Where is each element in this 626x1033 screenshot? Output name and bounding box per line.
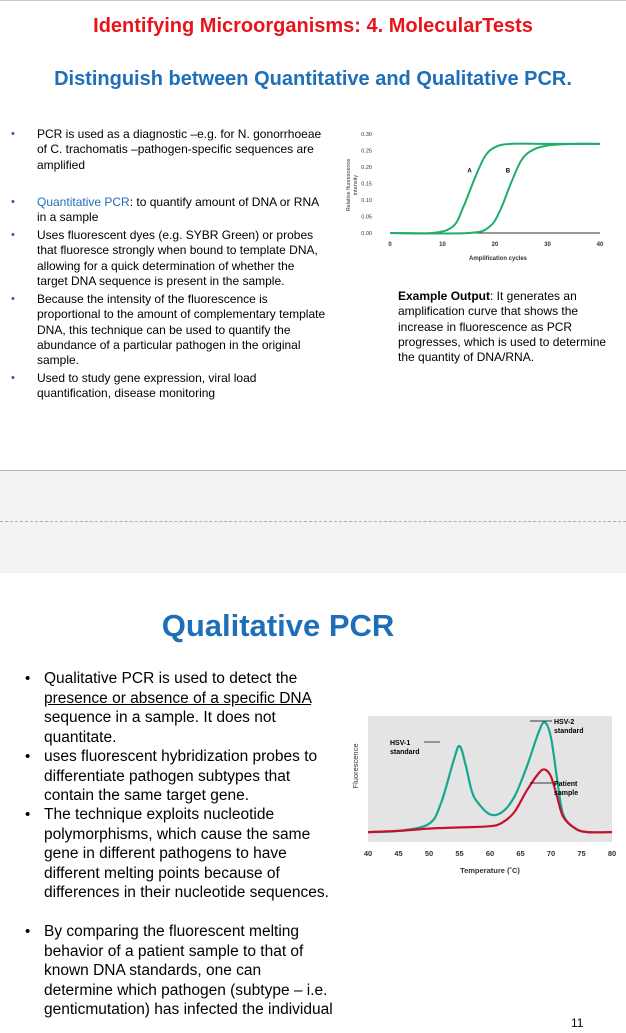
- y-tick-label: 0.15: [361, 181, 372, 188]
- x-axis-label: Amplification cycles: [468, 256, 528, 262]
- list-item: • The technique exploits nucleotide polymorphisms, which cause the same gene in different pathogens to have different melting points because of differences in their nucleotide sequences.: [44, 805, 334, 903]
- slide-qualitative-pcr: [0, 573, 626, 1033]
- list-item-text: Qualitative PCR is used to detect the: [44, 670, 298, 687]
- series-label-b: B: [505, 168, 511, 175]
- list-item-text: : to quantify amount of DNA or RNA in a sample: [37, 195, 319, 225]
- x-tick-label: 20: [491, 242, 499, 248]
- example-label: Example Output: [398, 289, 491, 303]
- x-tick-label: 65: [516, 849, 525, 858]
- y-tick-label: 0.20: [361, 165, 372, 171]
- slide-title: Qualitative PCR: [161, 608, 395, 643]
- x-tick-label: 50: [424, 849, 434, 858]
- quantitative-pcr-label: Quantitative PCR: [37, 195, 130, 209]
- page-number: 11: [571, 1016, 584, 1030]
- y-tick-label: 0.30: [361, 132, 372, 138]
- x-tick-label: 0: [388, 242, 392, 248]
- slide-subtitle: Distinguish between Quantitative and Qualitative PCR.: [54, 68, 572, 90]
- annotation-hsv2: HSV-2 standard: [554, 719, 584, 735]
- list-item: • Used to study gene expression, viral load quantification, disease monitoring: [37, 371, 327, 402]
- melting-curve-chart: [346, 708, 616, 898]
- series-line-b: [390, 144, 600, 234]
- y-tick-label: 0.10: [361, 198, 372, 204]
- list-item: • Because the intensity of the fluorescence is proportional to the amount of complementary template DNA, this technique can be used to quantify the abundance of a particular pathogen in the original sample.: [37, 292, 327, 368]
- series-label-a: A: [467, 168, 472, 175]
- list-item-text: sequence in a sample. It does not quantitate.: [44, 709, 276, 746]
- y-axis-label: Relative fluorescence: [346, 158, 352, 212]
- dashed-divider: [0, 521, 626, 522]
- list-item: [37, 195, 327, 226]
- list-item: • By comparing the fluorescent melting behavior of a patient sample to that of known DNA standards, one can determine which pathogen (subtype – i.e. genticmutation) has infected the individual: [44, 922, 334, 1020]
- x-tick-label: 70: [546, 849, 556, 858]
- y-tick-label: 0.25: [361, 148, 372, 155]
- x-tick-label: 40: [596, 242, 604, 248]
- slide-title: Identifying Microorganisms: 4. MolecularTests: [93, 15, 533, 37]
- list-item: • uses fluorescent hybridization probes to differentiate pathogen subtypes that contain the same target gene.: [44, 747, 334, 806]
- x-tick-label: 10: [439, 242, 446, 248]
- list-item: [44, 669, 334, 747]
- example-output: [398, 289, 613, 365]
- y-axis-label: intensity: [353, 174, 359, 196]
- underlined-text: presence or absence of a specific DNA: [44, 689, 312, 707]
- x-tick-label: 60: [485, 849, 495, 858]
- annotation-patient: Patient sample: [554, 781, 579, 797]
- list-item: • Uses fluorescent dyes (e.g. SYBR Green) or probes that fluoresce strongly when bound to template DNA, allowing for a quick determination of whether the target DNA sequence is present in the sample.: [37, 228, 327, 289]
- x-tick-label: 30: [544, 242, 551, 248]
- x-tick-label: 80: [607, 849, 616, 858]
- example-text: : It generates an amplification curve that shows the increase in fluorescence as PCR progresses, which is used to determine the quantity of DNA/RNA.: [398, 289, 607, 365]
- list-item: • PCR is used as a diagnostic –e.g. for N. gonorrhoeae of C. trachomatis –pathogen-specific sequences are amplified: [37, 127, 327, 173]
- slide-quantitative-pcr: [0, 0, 626, 471]
- x-tick-label: 75: [577, 849, 586, 858]
- annotation-hsv1: HSV-1 standard: [390, 740, 420, 756]
- y-tick-label: 0.05: [361, 214, 372, 221]
- y-axis-label: Fluorescence: [351, 743, 360, 789]
- x-tick-label: 55: [455, 849, 464, 858]
- y-tick-label: 0.00: [361, 231, 372, 237]
- slide-separator: [0, 470, 626, 574]
- x-tick-label: 40: [363, 849, 373, 858]
- x-tick-label: 45: [394, 849, 403, 858]
- amplification-chart: [338, 123, 626, 273]
- x-axis-label: Temperature (˚C): [460, 866, 520, 875]
